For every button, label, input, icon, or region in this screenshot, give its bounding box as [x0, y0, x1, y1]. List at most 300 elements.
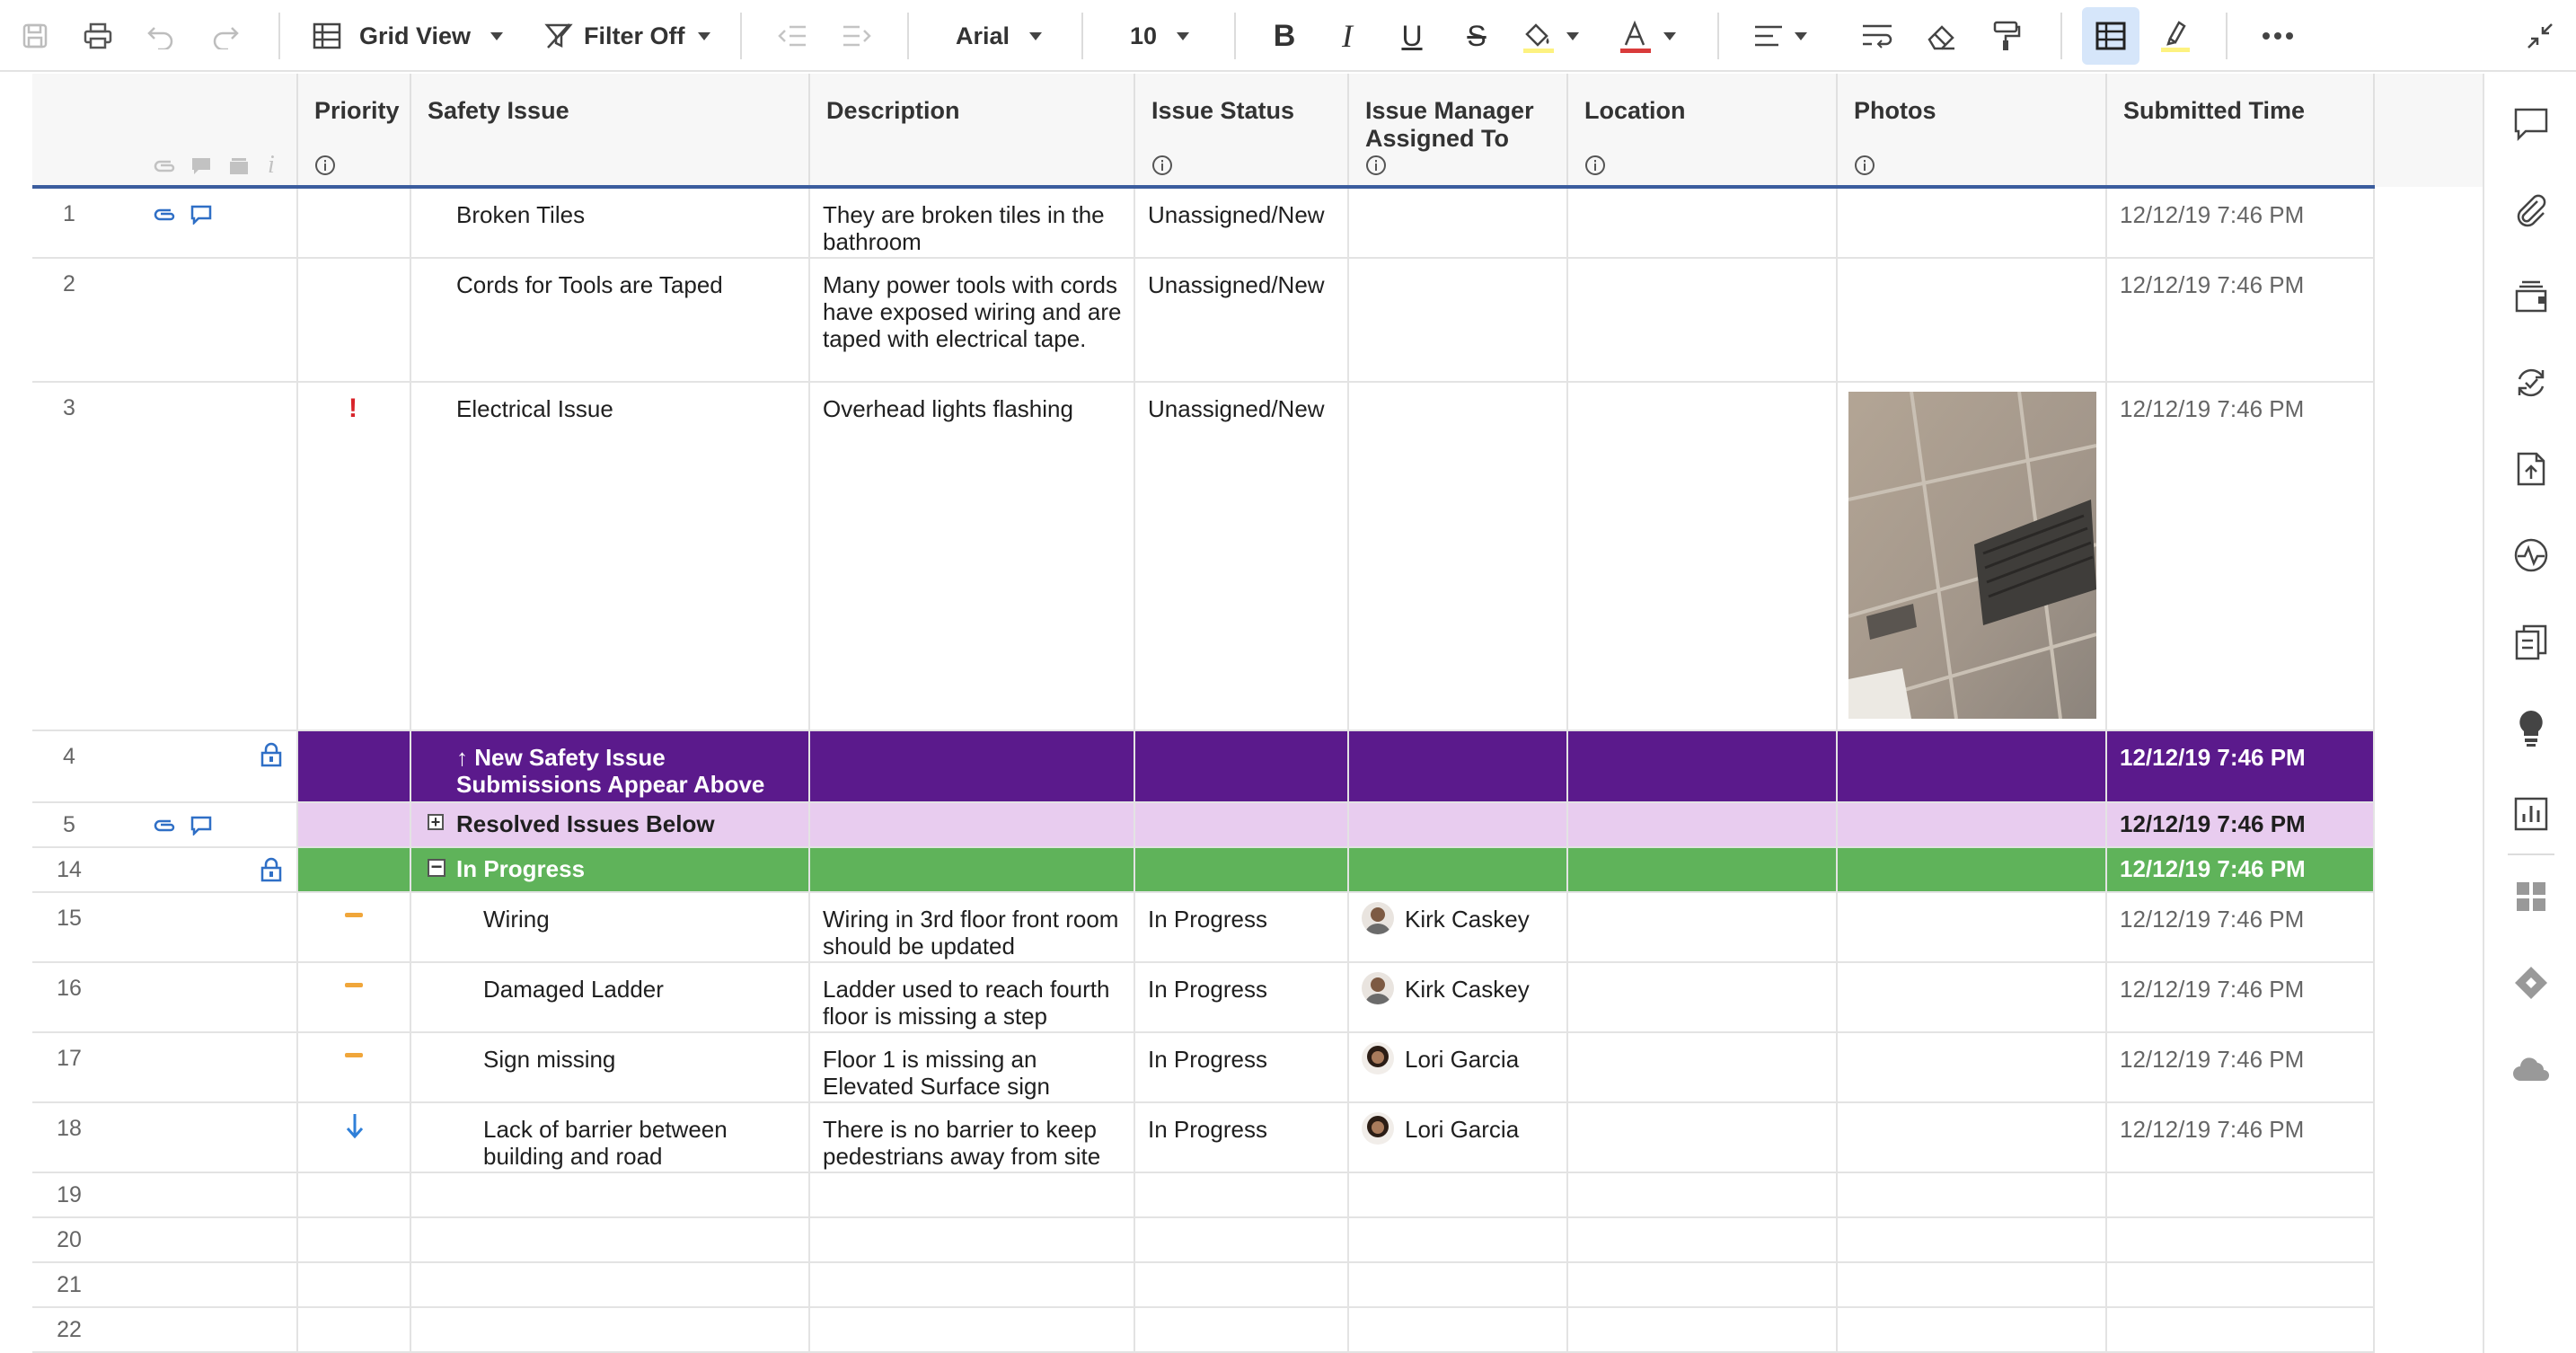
priority-cell[interactable] — [298, 1308, 411, 1351]
description-cell[interactable] — [810, 848, 1135, 891]
column-title: Photos — [1854, 97, 1936, 124]
description-cell[interactable] — [810, 259, 1135, 381]
location-cell[interactable] — [1568, 383, 1838, 730]
manager-cell[interactable] — [1349, 259, 1568, 381]
manager-cell[interactable] — [1349, 1033, 1568, 1101]
status-text: In Progress — [1148, 906, 1267, 933]
table-row[interactable] — [32, 1263, 2375, 1308]
manager-cell[interactable] — [1349, 848, 1568, 891]
location-cell[interactable] — [1568, 1218, 1838, 1261]
save-icon[interactable] — [13, 0, 57, 72]
chevron-down-icon — [1029, 32, 1042, 40]
location-cell[interactable] — [1568, 259, 1838, 381]
priority-cell[interactable] — [298, 803, 411, 846]
safety-issue-cell[interactable] — [411, 383, 810, 730]
issue-status-cell[interactable] — [1135, 893, 1349, 961]
manager-cell[interactable] — [1349, 1218, 1568, 1261]
row-number: 5 — [63, 812, 75, 837]
row-number: 16 — [57, 976, 82, 1001]
manager-name: Lori Garcia — [1405, 1046, 1520, 1073]
location-cell[interactable] — [1568, 893, 1838, 961]
row-number: 17 — [57, 1046, 82, 1071]
comment-icon[interactable] — [190, 816, 212, 840]
issue-status-cell[interactable] — [1135, 1103, 1349, 1172]
row-header[interactable] — [32, 259, 298, 381]
table-icon — [2095, 22, 2126, 50]
description-cell[interactable] — [810, 1263, 1135, 1306]
row-number: 4 — [63, 744, 75, 769]
column-title: Priority — [314, 97, 400, 124]
row-header-column — [32, 74, 298, 187]
issue-status-cell[interactable] — [1135, 963, 1349, 1031]
filter-menu-label: Filter Off — [584, 22, 685, 49]
comment-icon[interactable] — [190, 205, 212, 229]
column-header-priority[interactable] — [298, 74, 411, 187]
activity-log-icon[interactable] — [2484, 528, 2576, 582]
attachment-icon — [153, 156, 178, 179]
location-cell[interactable] — [1568, 1173, 1838, 1216]
column-header-submitted-time[interactable] — [2107, 74, 2375, 187]
ceiling-photo[interactable] — [1848, 392, 2096, 719]
description-text: Ladder used to reach fourth floor is missing a step — [823, 976, 1110, 1030]
row-header[interactable] — [32, 848, 298, 891]
status-text: Unassigned/New — [1148, 271, 1325, 298]
chevron-down-icon — [1795, 32, 1807, 40]
dash-icon — [345, 983, 363, 987]
priority-cell[interactable] — [298, 189, 411, 257]
column-header-manager[interactable] — [1349, 74, 1568, 187]
avatar — [1362, 1112, 1394, 1145]
toolbar-divider — [1081, 13, 1083, 59]
photos-cell[interactable] — [1838, 803, 2107, 846]
row-number: 19 — [57, 1182, 82, 1207]
row-header[interactable] — [32, 1033, 298, 1101]
location-cell[interactable] — [1568, 963, 1838, 1031]
integration-diamond-icon[interactable] — [2484, 956, 2576, 1010]
submitted-time-cell[interactable] — [2107, 848, 2375, 891]
font-size-value: 10 — [1130, 22, 1158, 49]
submitted-time-cell[interactable] — [2107, 1308, 2375, 1351]
time-text: 12/12/19 7:46 PM — [2120, 395, 2305, 422]
proof-icon — [228, 156, 250, 181]
location-cell[interactable] — [1568, 1308, 1838, 1351]
priority-cell[interactable] — [298, 259, 411, 381]
time-text: 12/12/19 7:46 PM — [2120, 1116, 2305, 1143]
bold-icon[interactable]: B — [1273, 18, 1296, 53]
column-header-row — [32, 74, 2483, 187]
table-row[interactable] — [32, 1103, 2375, 1173]
manager-cell[interactable] — [1349, 731, 1568, 801]
info-icon[interactable] — [1854, 155, 1875, 181]
column-title: Safety Issue — [428, 97, 569, 124]
photos-cell[interactable] — [1838, 1218, 2107, 1261]
time-text: 12/12/19 7:46 PM — [2120, 976, 2305, 1003]
submitted-time-cell[interactable] — [2107, 383, 2375, 730]
location-cell[interactable] — [1568, 189, 1838, 257]
collapse-icon[interactable] — [2519, 0, 2562, 72]
safety-issue-cell[interactable] — [411, 1263, 810, 1306]
submitted-time-cell[interactable] — [2107, 259, 2375, 381]
column-title: Submitted Time — [2123, 97, 2306, 124]
manager-cell[interactable] — [1349, 189, 1568, 257]
manager-name: Kirk Caskey — [1405, 906, 1530, 933]
row-number: 3 — [63, 395, 75, 420]
submitted-time-cell[interactable] — [2107, 1033, 2375, 1101]
description-cell[interactable] — [810, 1173, 1135, 1216]
row-number: 20 — [57, 1227, 82, 1252]
priority-cell[interactable] — [298, 383, 411, 730]
text-color-icon — [1617, 18, 1653, 54]
cloud-icon[interactable] — [2484, 1042, 2576, 1096]
manager-cell[interactable] — [1349, 963, 1568, 1031]
toolbar-divider — [1717, 13, 1719, 59]
view-menu-label: Grid View — [359, 22, 472, 49]
time-text: 12/12/19 7:46 PM — [2120, 906, 2305, 933]
location-cell[interactable] — [1568, 1033, 1838, 1101]
priority-cell[interactable] — [298, 731, 411, 801]
paint-bucket-icon — [1520, 18, 1556, 54]
row-header[interactable] — [32, 1263, 298, 1306]
photos-cell[interactable] — [1838, 731, 2107, 801]
submitted-time-cell[interactable] — [2107, 1103, 2375, 1172]
row-header[interactable] — [32, 963, 298, 1031]
table-row[interactable] — [32, 963, 2375, 1033]
row-header[interactable] — [32, 1218, 298, 1261]
issue-status-cell[interactable] — [1135, 1173, 1349, 1216]
safety-issue-text: Lack of barrier between building and road — [483, 1116, 728, 1170]
wrap-text-icon[interactable] — [1856, 0, 1899, 72]
safety-issue-cell[interactable] — [411, 893, 810, 961]
safety-issue-cell[interactable] — [411, 731, 810, 801]
column-title: Issue Status — [1151, 97, 1295, 124]
description-cell[interactable] — [810, 731, 1135, 801]
column-header-description[interactable] — [810, 74, 1135, 187]
row-header[interactable] — [32, 1103, 298, 1172]
issue-status-cell[interactable] — [1135, 259, 1349, 381]
avatar — [1362, 1042, 1394, 1074]
issue-status-cell[interactable] — [1135, 1033, 1349, 1101]
safety-issue-cell[interactable] — [411, 259, 810, 381]
safety-issue-cell[interactable] — [411, 1103, 810, 1172]
attachment-icon[interactable] — [153, 205, 178, 227]
collapse-toggle[interactable]: − — [428, 859, 446, 877]
outdent-icon[interactable] — [772, 0, 812, 72]
column-header-issue-status[interactable] — [1135, 74, 1349, 187]
attachments-icon[interactable] — [2484, 183, 2576, 237]
status-text: Unassigned/New — [1148, 201, 1325, 228]
priority-cell[interactable] — [298, 893, 411, 961]
time-text: 12/12/19 7:46 PM — [2120, 744, 2306, 771]
photos-cell[interactable] — [1838, 963, 2107, 1031]
time-text: 12/12/19 7:46 PM — [2120, 271, 2305, 298]
text-color-button[interactable] — [1617, 0, 1676, 72]
toolbar — [0, 0, 2576, 72]
submitted-time-cell[interactable] — [2107, 731, 2375, 801]
row-header[interactable] — [32, 731, 298, 801]
apps-grid-icon[interactable] — [2484, 870, 2576, 924]
manager-cell[interactable] — [1349, 893, 1568, 961]
issue-status-cell[interactable] — [1135, 1263, 1349, 1306]
chevron-down-icon — [1663, 32, 1676, 40]
italic-icon[interactable]: I — [1342, 18, 1353, 54]
safety-issue-cell[interactable] — [411, 1308, 810, 1351]
manager-cell[interactable] — [1349, 1173, 1568, 1216]
proofs-icon[interactable] — [2484, 270, 2576, 323]
toolbar-divider — [907, 13, 909, 59]
exclamation-icon: ! — [348, 394, 357, 423]
status-text: Unassigned/New — [1148, 395, 1325, 422]
row-header[interactable] — [32, 893, 298, 961]
location-cell[interactable] — [1568, 848, 1838, 891]
safety-issue-cell[interactable] — [411, 1033, 810, 1101]
description-cell[interactable] — [810, 1103, 1135, 1172]
table-row[interactable] — [32, 1308, 2375, 1353]
time-text: 12/12/19 7:46 PM — [2120, 201, 2305, 228]
description-text: Overhead lights flashing — [823, 395, 1073, 422]
avatar — [1362, 972, 1394, 1004]
font-family-select[interactable] — [956, 0, 1054, 72]
section-label: ↑ New Safety Issue Submissions Appear Above — [456, 744, 765, 798]
rail-divider — [2508, 853, 2554, 855]
description-text: Many power tools with cords have exposed wiring and are taped with electrical tape. — [823, 271, 1122, 352]
comment-icon — [190, 156, 212, 181]
manager-cell[interactable] — [1349, 1263, 1568, 1306]
description-cell[interactable] — [810, 893, 1135, 961]
submitted-time-cell[interactable] — [2107, 1218, 2375, 1261]
manager-name: Lori Garcia — [1405, 1116, 1520, 1143]
right-rail — [2483, 74, 2576, 1353]
toolbar-divider — [740, 13, 742, 59]
status-text: In Progress — [1148, 1046, 1267, 1073]
undo-icon[interactable] — [138, 0, 183, 72]
info-icon[interactable] — [1584, 155, 1606, 181]
description-text: Wiring in 3rd floor front room should be updated — [823, 906, 1119, 959]
submitted-time-cell[interactable] — [2107, 963, 2375, 1031]
underline-icon[interactable]: U — [1401, 19, 1423, 52]
sheet-grid — [32, 74, 2375, 1353]
manager-cell[interactable] — [1349, 803, 1568, 846]
manager-cell[interactable] — [1349, 383, 1568, 730]
row-header[interactable] — [32, 383, 298, 730]
issue-status-cell[interactable] — [1135, 1218, 1349, 1261]
fill-color-button[interactable] — [1520, 0, 1579, 72]
photos-cell[interactable] — [1838, 383, 2107, 730]
safety-issue-text: Electrical Issue — [456, 395, 613, 422]
conversations-icon[interactable] — [2484, 97, 2576, 151]
description-cell[interactable] — [810, 1308, 1135, 1351]
grid-view-icon — [313, 22, 341, 49]
arrow-down-icon — [345, 1112, 365, 1144]
expand-toggle[interactable]: + — [428, 814, 444, 830]
format-painter-icon[interactable] — [1985, 0, 2028, 72]
safety-issue-cell[interactable] — [411, 189, 810, 257]
more-options-icon[interactable] — [2256, 0, 2299, 72]
submitted-time-cell[interactable] — [2107, 1263, 2375, 1306]
location-cell[interactable] — [1568, 1103, 1838, 1172]
column-header-photos[interactable] — [1838, 74, 2107, 187]
time-text: 12/12/19 7:46 PM — [2120, 810, 2306, 837]
toolbar-divider — [2060, 13, 2062, 59]
manager-cell[interactable] — [1349, 1103, 1568, 1172]
photos-cell[interactable] — [1838, 1173, 2107, 1216]
manager-cell[interactable] — [1349, 1308, 1568, 1351]
table-row[interactable] — [32, 1033, 2375, 1103]
priority-cell[interactable] — [298, 1033, 411, 1101]
submitted-time-cell[interactable] — [2107, 803, 2375, 846]
row-number: 2 — [63, 271, 75, 296]
redo-icon[interactable] — [203, 0, 248, 72]
row-number: 22 — [57, 1317, 82, 1342]
table-row[interactable] — [32, 1173, 2375, 1218]
safety-issue-cell[interactable] — [411, 963, 810, 1031]
description-cell[interactable] — [810, 1218, 1135, 1261]
photos-cell[interactable] — [1838, 893, 2107, 961]
chevron-down-icon — [490, 32, 503, 40]
row-header[interactable] — [32, 1308, 298, 1351]
row-number: 15 — [57, 906, 82, 931]
font-family-value: Arial — [956, 22, 1010, 49]
section-label: Resolved Issues Below — [456, 810, 715, 837]
submitted-time-cell[interactable] — [2107, 893, 2375, 961]
chevron-down-icon — [1177, 32, 1189, 40]
summary-icon[interactable] — [2484, 615, 2576, 668]
safety-issue-text: Damaged Ladder — [483, 976, 664, 1003]
row-header[interactable] — [32, 803, 298, 846]
update-requests-icon[interactable] — [2484, 356, 2576, 410]
info-icon[interactable] — [1365, 155, 1387, 181]
toolbar-divider — [2226, 13, 2228, 59]
issue-status-cell[interactable] — [1135, 383, 1349, 730]
toolbar-divider — [278, 13, 280, 59]
safety-issue-cell[interactable] — [411, 848, 810, 891]
safety-issue-cell[interactable] — [411, 1218, 810, 1261]
grid-lines-toggle[interactable] — [2082, 7, 2139, 65]
table-row[interactable] — [32, 893, 2375, 963]
column-header-safety-issue[interactable] — [411, 74, 810, 187]
priority-cell[interactable] — [298, 1218, 411, 1261]
font-size-select[interactable] — [1130, 0, 1202, 72]
photos-cell[interactable] — [1838, 189, 2107, 257]
chevron-down-icon — [698, 32, 710, 40]
description-cell[interactable] — [810, 383, 1135, 730]
align-left-icon — [1753, 23, 1784, 49]
strikethrough-icon[interactable]: S — [1467, 19, 1486, 52]
description-cell[interactable] — [810, 803, 1135, 846]
row-header[interactable] — [32, 1173, 298, 1216]
dash-icon — [345, 913, 363, 917]
filter-menu[interactable] — [544, 0, 715, 72]
lock-icon — [260, 857, 282, 887]
location-cell[interactable] — [1568, 803, 1838, 846]
safety-issue-text: Wiring — [483, 906, 550, 933]
chevron-down-icon — [1566, 32, 1579, 40]
section-label: In Progress — [456, 855, 586, 882]
eraser-icon[interactable] — [1920, 0, 1963, 72]
photos-cell[interactable] — [1838, 1263, 2107, 1306]
safety-issue-text: Cords for Tools are Taped — [456, 271, 723, 298]
dash-icon — [345, 1053, 363, 1057]
table-row[interactable] — [32, 1218, 2375, 1263]
photos-cell[interactable] — [1838, 848, 2107, 891]
location-cell[interactable] — [1568, 1263, 1838, 1306]
row-header[interactable] — [32, 189, 298, 257]
column-title: Issue Manager Assigned To — [1365, 97, 1534, 152]
lightbulb-icon[interactable] — [2484, 701, 2576, 755]
row-info-icon: i — [268, 151, 275, 179]
safety-issue-cell[interactable] — [411, 1173, 810, 1216]
photos-cell[interactable] — [1838, 1103, 2107, 1172]
priority-cell[interactable] — [298, 1173, 411, 1216]
priority-cell[interactable] — [298, 1263, 411, 1306]
column-title: Description — [826, 97, 960, 124]
info-icon[interactable] — [1151, 155, 1173, 181]
time-text: 12/12/19 7:46 PM — [2120, 1046, 2305, 1073]
photos-cell[interactable] — [1838, 259, 2107, 381]
row-number: 1 — [63, 201, 75, 226]
priority-cell[interactable] — [298, 963, 411, 1031]
safety-issue-cell[interactable] — [411, 803, 810, 846]
table-row[interactable] — [32, 848, 2375, 893]
description-cell[interactable] — [810, 963, 1135, 1031]
issue-status-cell[interactable] — [1135, 731, 1349, 801]
description-cell[interactable] — [810, 1033, 1135, 1101]
description-cell[interactable] — [810, 189, 1135, 257]
chart-icon[interactable] — [2484, 787, 2576, 841]
view-menu[interactable] — [313, 0, 514, 72]
time-text: 12/12/19 7:46 PM — [2120, 855, 2306, 882]
status-text: In Progress — [1148, 1116, 1267, 1143]
toolbar-divider — [1234, 13, 1236, 59]
row-number: 14 — [57, 857, 82, 882]
indent-icon[interactable] — [837, 0, 877, 72]
table-row[interactable] — [32, 803, 2375, 848]
issue-status-cell[interactable] — [1135, 803, 1349, 846]
issue-status-cell[interactable] — [1135, 189, 1349, 257]
description-text: There is no barrier to keep pedestrians away from site — [823, 1116, 1101, 1170]
print-icon[interactable] — [75, 0, 120, 72]
photos-cell[interactable] — [1838, 1033, 2107, 1101]
align-button[interactable] — [1753, 0, 1816, 72]
submitted-time-cell[interactable] — [2107, 1173, 2375, 1216]
avatar — [1362, 902, 1394, 934]
photos-cell[interactable] — [1838, 1308, 2107, 1351]
safety-issue-text: Broken Tiles — [456, 201, 586, 228]
table-row[interactable] — [32, 383, 2375, 731]
location-cell[interactable] — [1568, 731, 1838, 801]
manager-name: Kirk Caskey — [1405, 976, 1530, 1003]
table-row[interactable] — [32, 189, 2375, 259]
highlight-icon[interactable] — [2154, 0, 2197, 72]
publish-icon[interactable] — [2484, 442, 2576, 496]
priority-cell[interactable] — [298, 848, 411, 891]
column-title: Location — [1584, 97, 1686, 124]
safety-issue-text: Sign missing — [483, 1046, 616, 1073]
column-header-location[interactable] — [1568, 74, 1838, 187]
attachment-icon[interactable] — [153, 816, 178, 838]
table-row[interactable] — [32, 731, 2375, 803]
filter-icon — [544, 22, 573, 50]
info-icon[interactable] — [314, 155, 336, 181]
issue-status-cell[interactable] — [1135, 1308, 1349, 1351]
priority-cell[interactable] — [298, 1103, 411, 1172]
lock-icon — [260, 742, 282, 772]
row-number: 18 — [57, 1116, 82, 1141]
submitted-time-cell[interactable] — [2107, 189, 2375, 257]
issue-status-cell[interactable] — [1135, 848, 1349, 891]
description-text: They are broken tiles in the bathroom — [823, 201, 1105, 255]
description-text: Floor 1 is missing an Elevated Surface sign — [823, 1046, 1050, 1100]
table-row[interactable] — [32, 259, 2375, 383]
